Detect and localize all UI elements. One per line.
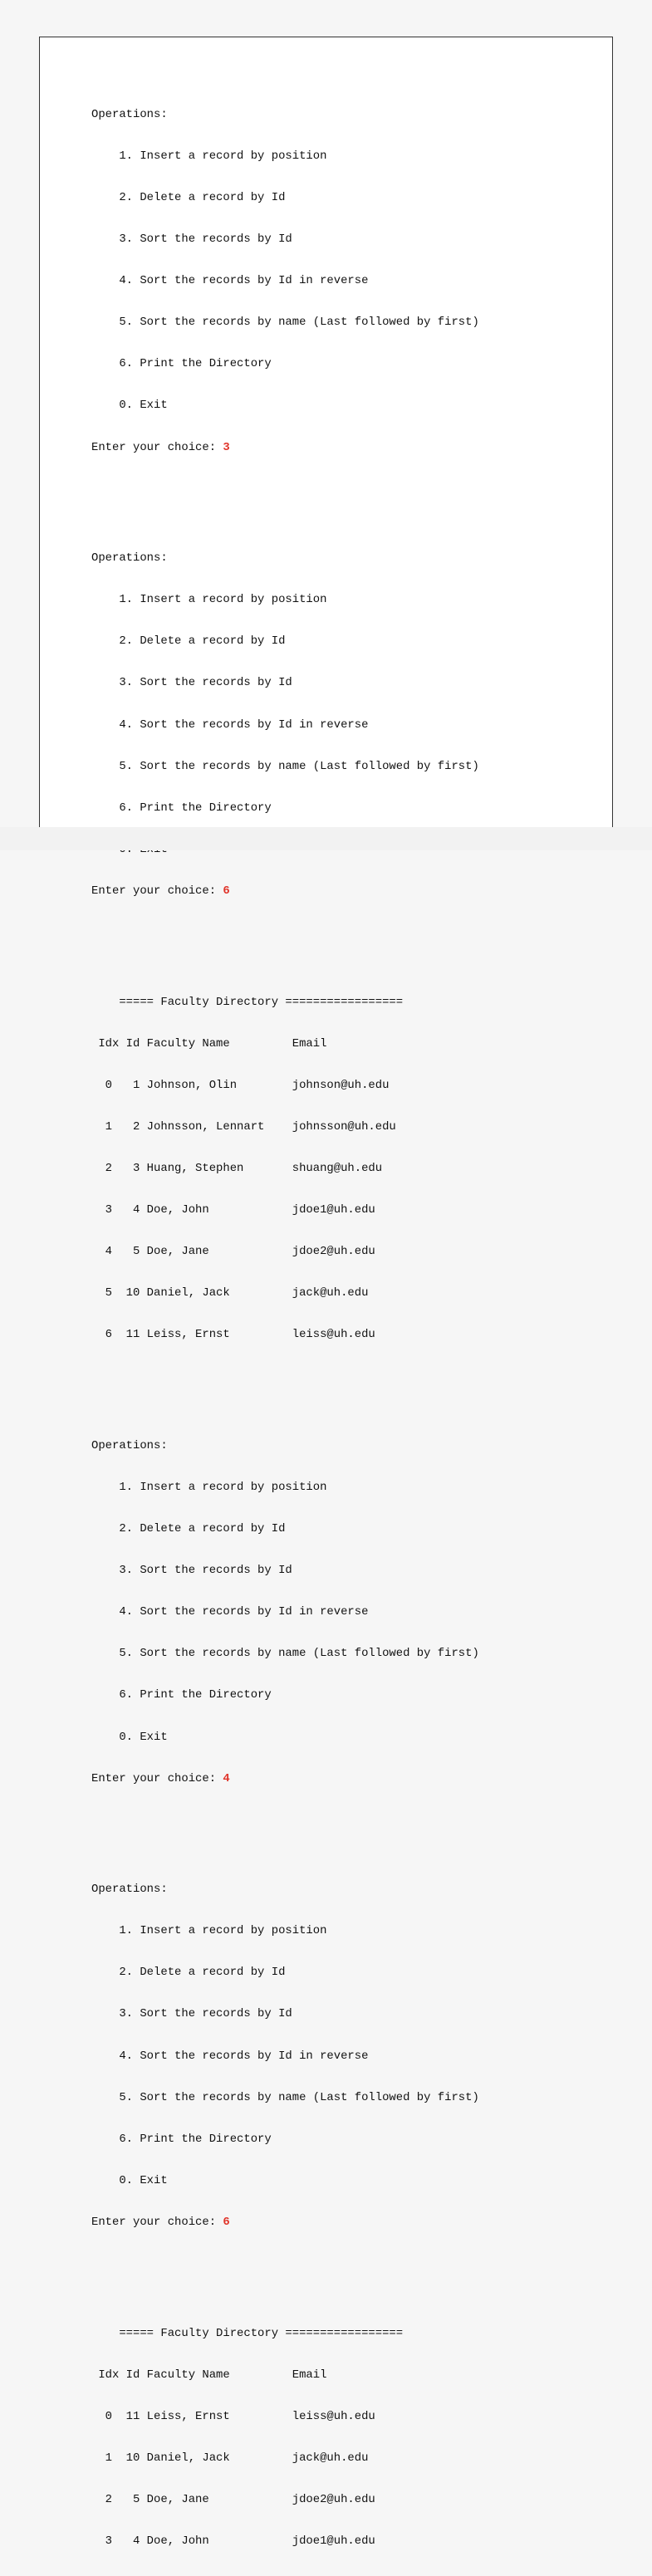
choice-prompt [91,441,479,455]
menu-title: Operations: [91,1883,168,1897]
user-choice: 4 [223,1771,230,1785]
menu-option-insert: 1. Insert a record by position [91,593,327,607]
menu-option-delete: 2. Delete a record by Id [91,1522,286,1536]
menu-title: Operations: [91,551,168,566]
menu-option-sort-name: 5. Sort the records by name (Last followed by first) [91,759,479,773]
prompt-label: Enter your choice: [91,440,223,454]
directory-row: 5 10 Daniel, Jack jack@uh.edu [91,1286,369,1300]
spacer [91,1814,479,1828]
directory-row: 0 11 Leiss, Ernst leiss@uh.edu [91,2409,375,2423]
menu-option-exit: 0. Exit [91,399,168,413]
menu-option-sort-id: 3. Sort the records by Id [91,676,292,690]
directory-header: ===== Faculty Directory ================= [91,995,404,1009]
prompt-label: Enter your choice: [91,1771,223,1785]
directory-columns: Idx Id Faculty Name Email [91,1036,327,1050]
directory-row: 1 10 Daniel, Jack jack@uh.edu [91,2451,369,2465]
menu-option-sort-id: 3. Sort the records by Id [91,233,292,247]
menu-option-sort-name: 5. Sort the records by name (Last followed by first) [91,2090,479,2104]
directory-row: 2 5 Doe, Jane jdoe2@uh.edu [91,2492,375,2506]
menu-option-insert: 1. Insert a record by position [91,1480,327,1494]
directory-row: 3 4 Doe, John jdoe1@uh.edu [91,1202,375,1217]
spacer [91,482,479,497]
menu-option-sort-name: 5. Sort the records by name (Last followed by first) [91,316,479,330]
directory-row: 1 2 Johnsson, Lennart johnsson@uh.edu [91,1119,396,1134]
menu-option-sort-id-reverse: 4. Sort the records by Id in reverse [91,274,369,288]
menu-option-sort-id: 3. Sort the records by Id [91,1564,292,1578]
menu-title: Operations: [91,1438,168,1452]
menu-option-delete: 2. Delete a record by Id [91,634,286,649]
directory-row: 4 5 Doe, Jane jdoe2@uh.edu [91,1245,375,1259]
menu-option-insert: 1. Insert a record by position [91,149,327,163]
menu-option-sort-id-reverse: 4. Sort the records by Id in reverse [91,717,369,732]
menu-title: Operations: [91,107,168,121]
user-choice: 6 [223,2215,230,2229]
spacer [91,926,479,940]
menu-option-print: 6. Print the Directory [91,1688,272,1702]
menu-option-print: 6. Print the Directory [91,801,272,815]
console-output [91,52,479,2576]
document-page [39,37,613,2548]
menu-option-insert: 1. Insert a record by position [91,1924,327,1938]
choice-prompt [91,1772,479,1786]
menu-option-sort-name: 5. Sort the records by name (Last followed by first) [91,1647,479,1661]
user-choice: 3 [223,440,230,454]
menu-option-delete: 2. Delete a record by Id [91,1966,286,1980]
spacer [91,1369,479,1383]
prompt-label: Enter your choice: [91,884,223,898]
menu-option-exit: 0. Exit [91,2173,168,2187]
directory-row: 2 3 Huang, Stephen shuang@uh.edu [91,1161,383,1175]
menu-option-delete: 2. Delete a record by Id [91,191,286,204]
directory-row: 6 11 Leiss, Ernst leiss@uh.edu [91,1328,375,1342]
directory-row: 0 1 Johnson, Olin johnson@uh.edu [91,1078,390,1092]
user-choice: 6 [223,884,230,898]
menu-option-exit: 0. Exit [91,1730,168,1744]
choice-prompt [91,2216,479,2230]
choice-prompt [91,884,479,899]
menu-option-print: 6. Print the Directory [91,2132,272,2146]
page-footer-band [0,827,652,850]
spacer [91,2257,479,2271]
prompt-label: Enter your choice: [91,2215,223,2229]
directory-row: 3 4 Doe, John jdoe1@uh.edu [91,2534,375,2548]
menu-option-print: 6. Print the Directory [91,357,272,371]
menu-option-sort-id-reverse: 4. Sort the records by Id in reverse [91,1605,369,1619]
directory-columns: Idx Id Faculty Name Email [91,2368,327,2382]
directory-header: ===== Faculty Directory ================= [91,2326,404,2340]
menu-option-sort-id: 3. Sort the records by Id [91,2007,292,2021]
menu-option-sort-id-reverse: 4. Sort the records by Id in reverse [91,2049,369,2063]
